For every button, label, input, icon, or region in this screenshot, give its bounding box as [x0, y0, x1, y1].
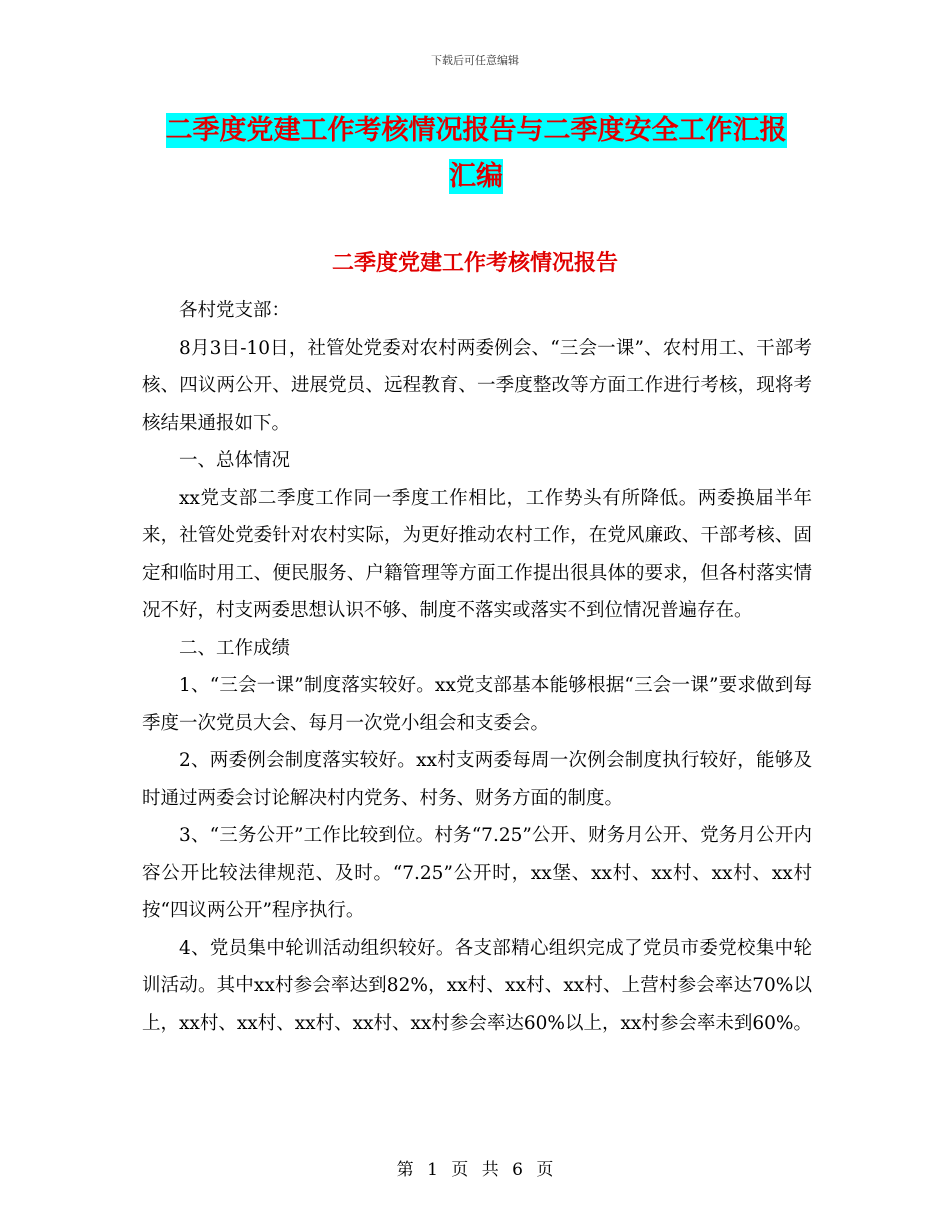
total-suffix: 页 [536, 1160, 554, 1180]
header-note: 下载后可任意编辑 [431, 54, 519, 67]
paragraph-item-4: 4、党员集中轮训活动组织较好。各支部精心组织完成了党员市委党校集中轮训活动。其中xx村参会率达到82%，xx村、xx村、xx村、上营村参会率达70%以上，xx村、xx村、xx村、xx村、xx村参会率达60%以上，xx村参会率未到60%。 [142, 937, 812, 1034]
heading-achievements: 二、工作成绩 [179, 637, 291, 659]
total-pages: 6 [512, 1160, 523, 1180]
page-prefix: 第 [396, 1160, 414, 1180]
title-line-2: 汇编 [449, 161, 503, 192]
total-prefix: 共 [481, 1160, 499, 1180]
current-page: 1 [427, 1160, 438, 1180]
paragraph-overall: xx党支部二季度工作同一季度工作相比，工作势头有所降低。两委换届半年来，社管处党委针对农村实际，为更好推动农村工作，在党风廉政、干部考核、固定和临时用工、便民服务、户籍管理等方面工作提出很具体的要求，但各村落实情况不好，村支两委思想认识不够、制度不落实或落实不到位情况普遍存在。 [142, 487, 812, 621]
paragraph-item-1: 1、“三会一课”制度落实较好。xx党支部基本能够根据“三会一课”要求做到每季度一次党员大会、每月一次党小组会和支委会。 [142, 675, 812, 734]
body-text [142, 292, 812, 1042]
salutation: 各村党支部： [179, 300, 291, 321]
heading-overall: 一、总体情况 [179, 450, 291, 471]
document-title [140, 108, 812, 200]
title-line-1: 二季度党建工作考核情况报告与二季度安全工作汇报 [165, 115, 787, 146]
paragraph-item-3: 3、“三务公开”工作比较到位。村务“7.25”公开、财务月公开、党务月公开内容公开比较法律规范、及时。“7.25”公开时，xx堡、xx村、xx村、xx村、xx村按“四议两公开”程序执行。 [142, 825, 812, 921]
section-title: 二季度党建工作考核情况报告 [331, 251, 618, 276]
page-footer [0, 1155, 950, 1180]
page-mid: 页 [451, 1160, 469, 1180]
paragraph-intro: 8月3日-10日，社管处党委对农村两委例会、“三会一课”、农村用工、干部考核、四议两公开、进展党员、远程教育、一季度整改等方面工作进行考核，现将考核结果通报如下。 [142, 337, 812, 434]
paragraph-item-2: 2、两委例会制度落实较好。xx村支两委每周一次例会制度执行较好，能够及时通过两委会讨论解决村内党务、村务、财务方面的制度。 [142, 750, 812, 809]
